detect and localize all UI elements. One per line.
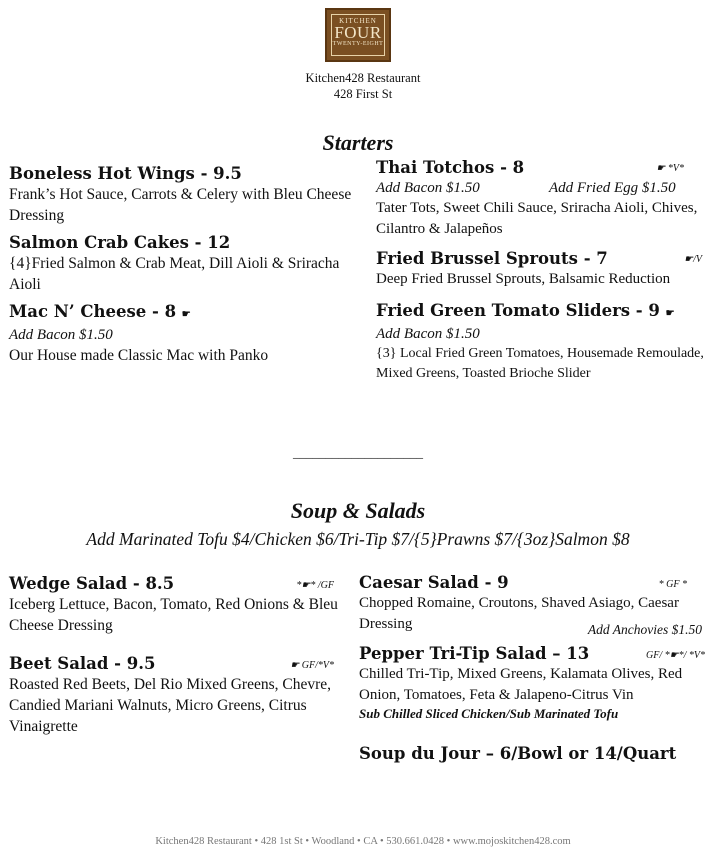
restaurant-logo	[325, 8, 391, 62]
section-divider: ____________________	[293, 445, 423, 460]
menu-item	[376, 157, 710, 240]
pointing-hand-icon: ☛	[181, 309, 191, 320]
item-diet-tag: *☛* /GF	[296, 580, 334, 591]
item-description: Frank’s Hot Sauce, Carrots & Celery with Bleu Cheese Dressing	[9, 186, 352, 224]
item-name: Salmon Crab Cakes - 12	[9, 233, 231, 252]
item-name: Fried Brussel Sprouts - 7	[376, 249, 608, 268]
item-addon: Add Bacon $1.50	[376, 326, 480, 342]
menu-item	[9, 301, 361, 366]
item-name: Boneless Hot Wings - 9.5	[9, 164, 242, 183]
item-name: Beet Salad - 9.5	[9, 654, 156, 673]
menu-item	[9, 653, 339, 737]
menu-item	[9, 573, 339, 636]
restaurant-address: 428 First St	[333, 87, 393, 101]
logo-line-2: FOUR	[334, 23, 382, 42]
item-description: Roasted Red Beets, Del Rio Mixed Greens, Chevre, Candied Mariani Walnuts, Micro Greens, Citrus Vinaigrette	[9, 676, 331, 735]
menu-item	[376, 300, 710, 384]
item-description: Deep Fried Brussel Sprouts, Balsamic Reduction	[376, 271, 671, 287]
item-name	[9, 301, 361, 325]
menu-item	[359, 572, 705, 635]
item-name-text: Fried Green Tomato Sliders - 9	[376, 301, 660, 320]
menu-item	[359, 643, 705, 722]
item-name: Caesar Salad - 9	[359, 573, 509, 592]
item-addon-2: Add Fried Egg $1.50	[549, 180, 676, 196]
item-diet-tag: ☛/V	[684, 254, 702, 265]
logo-frame	[331, 14, 385, 56]
menu-item	[9, 232, 361, 295]
salads-left-column	[9, 573, 339, 737]
item-diet-tag: ☛ *V*	[656, 163, 684, 174]
item-description: Iceberg Lettuce, Bacon, Tomato, Red Onions & Bleu Cheese Dressing	[9, 596, 338, 634]
starters-left-column	[9, 163, 361, 366]
starters-title: Starters	[322, 130, 394, 155]
starters-right-column	[376, 157, 710, 384]
restaurant-name: Kitchen428 Restaurant	[305, 71, 421, 85]
item-name	[376, 300, 710, 324]
item-description: Tater Tots, Sweet Chili Sauce, Sriracha Aioli, Chives, Cilantro & Jalapeños	[376, 200, 698, 237]
footer-contact: Kitchen428 Restaurant • 428 1st St • Woodland • CA • 530.661.0428 • www.mojoskitchen428.com	[155, 836, 571, 847]
item-diet-tag: ☛ GF/*V*	[290, 660, 334, 671]
item-addon: Add Anchovies $1.50	[587, 622, 702, 637]
salads-addons: Add Marinated Tofu $4/Chicken $6/Tri-Tip $7/{5}Prawns $7/{3oz}Salmon $8	[86, 529, 630, 549]
item-substitution: Sub Chilled Sliced Chicken/Sub Marinated Tofu	[359, 706, 619, 721]
logo-line-1: KITCHEN	[339, 17, 377, 25]
menu-item	[9, 163, 361, 226]
item-name: Wedge Salad - 8.5	[9, 574, 175, 593]
item-diet-tag: GF/ *☛*/ *V*	[646, 650, 705, 661]
logo-line-3: TWENTY-EIGHT	[332, 41, 384, 47]
soup-du-jour: Soup du Jour – 6/Bowl or 14/Quart	[359, 744, 677, 763]
item-description: Chopped Romaine, Croutons, Shaved Asiago, Caesar Dressing	[359, 595, 679, 632]
item-diet-tag: * GF *	[658, 579, 687, 590]
item-description: {3} Local Fried Green Tomatoes, Housemade Remoulade, Mixed Greens, Toasted Brioche Slider	[376, 346, 704, 381]
item-description: Chilled Tri-Tip, Mixed Greens, Kalamata Olives, Red Onion, Tomatoes, Feta & Jalapeno-Citrus Vin	[359, 666, 683, 703]
item-addons	[376, 178, 710, 198]
salads-right-column	[359, 572, 705, 764]
item-addon: Add Bacon $1.50	[376, 180, 480, 196]
item-addon: Add Bacon $1.50	[9, 327, 113, 343]
pointing-hand-icon: ☛	[665, 308, 675, 319]
item-name: Pepper Tri-Tip Salad – 13	[359, 644, 590, 663]
item-description: {4}Fried Salmon & Crab Meat, Dill Aioli & Sriracha Aioli	[9, 255, 340, 293]
item-description: Our House made Classic Mac with Panko	[9, 347, 269, 364]
salads-title: Soup & Salads	[290, 498, 426, 523]
item-name-text: Mac N’ Cheese - 8	[9, 302, 177, 321]
item-name: Thai Totchos - 8	[376, 158, 525, 177]
menu-item	[376, 248, 710, 290]
